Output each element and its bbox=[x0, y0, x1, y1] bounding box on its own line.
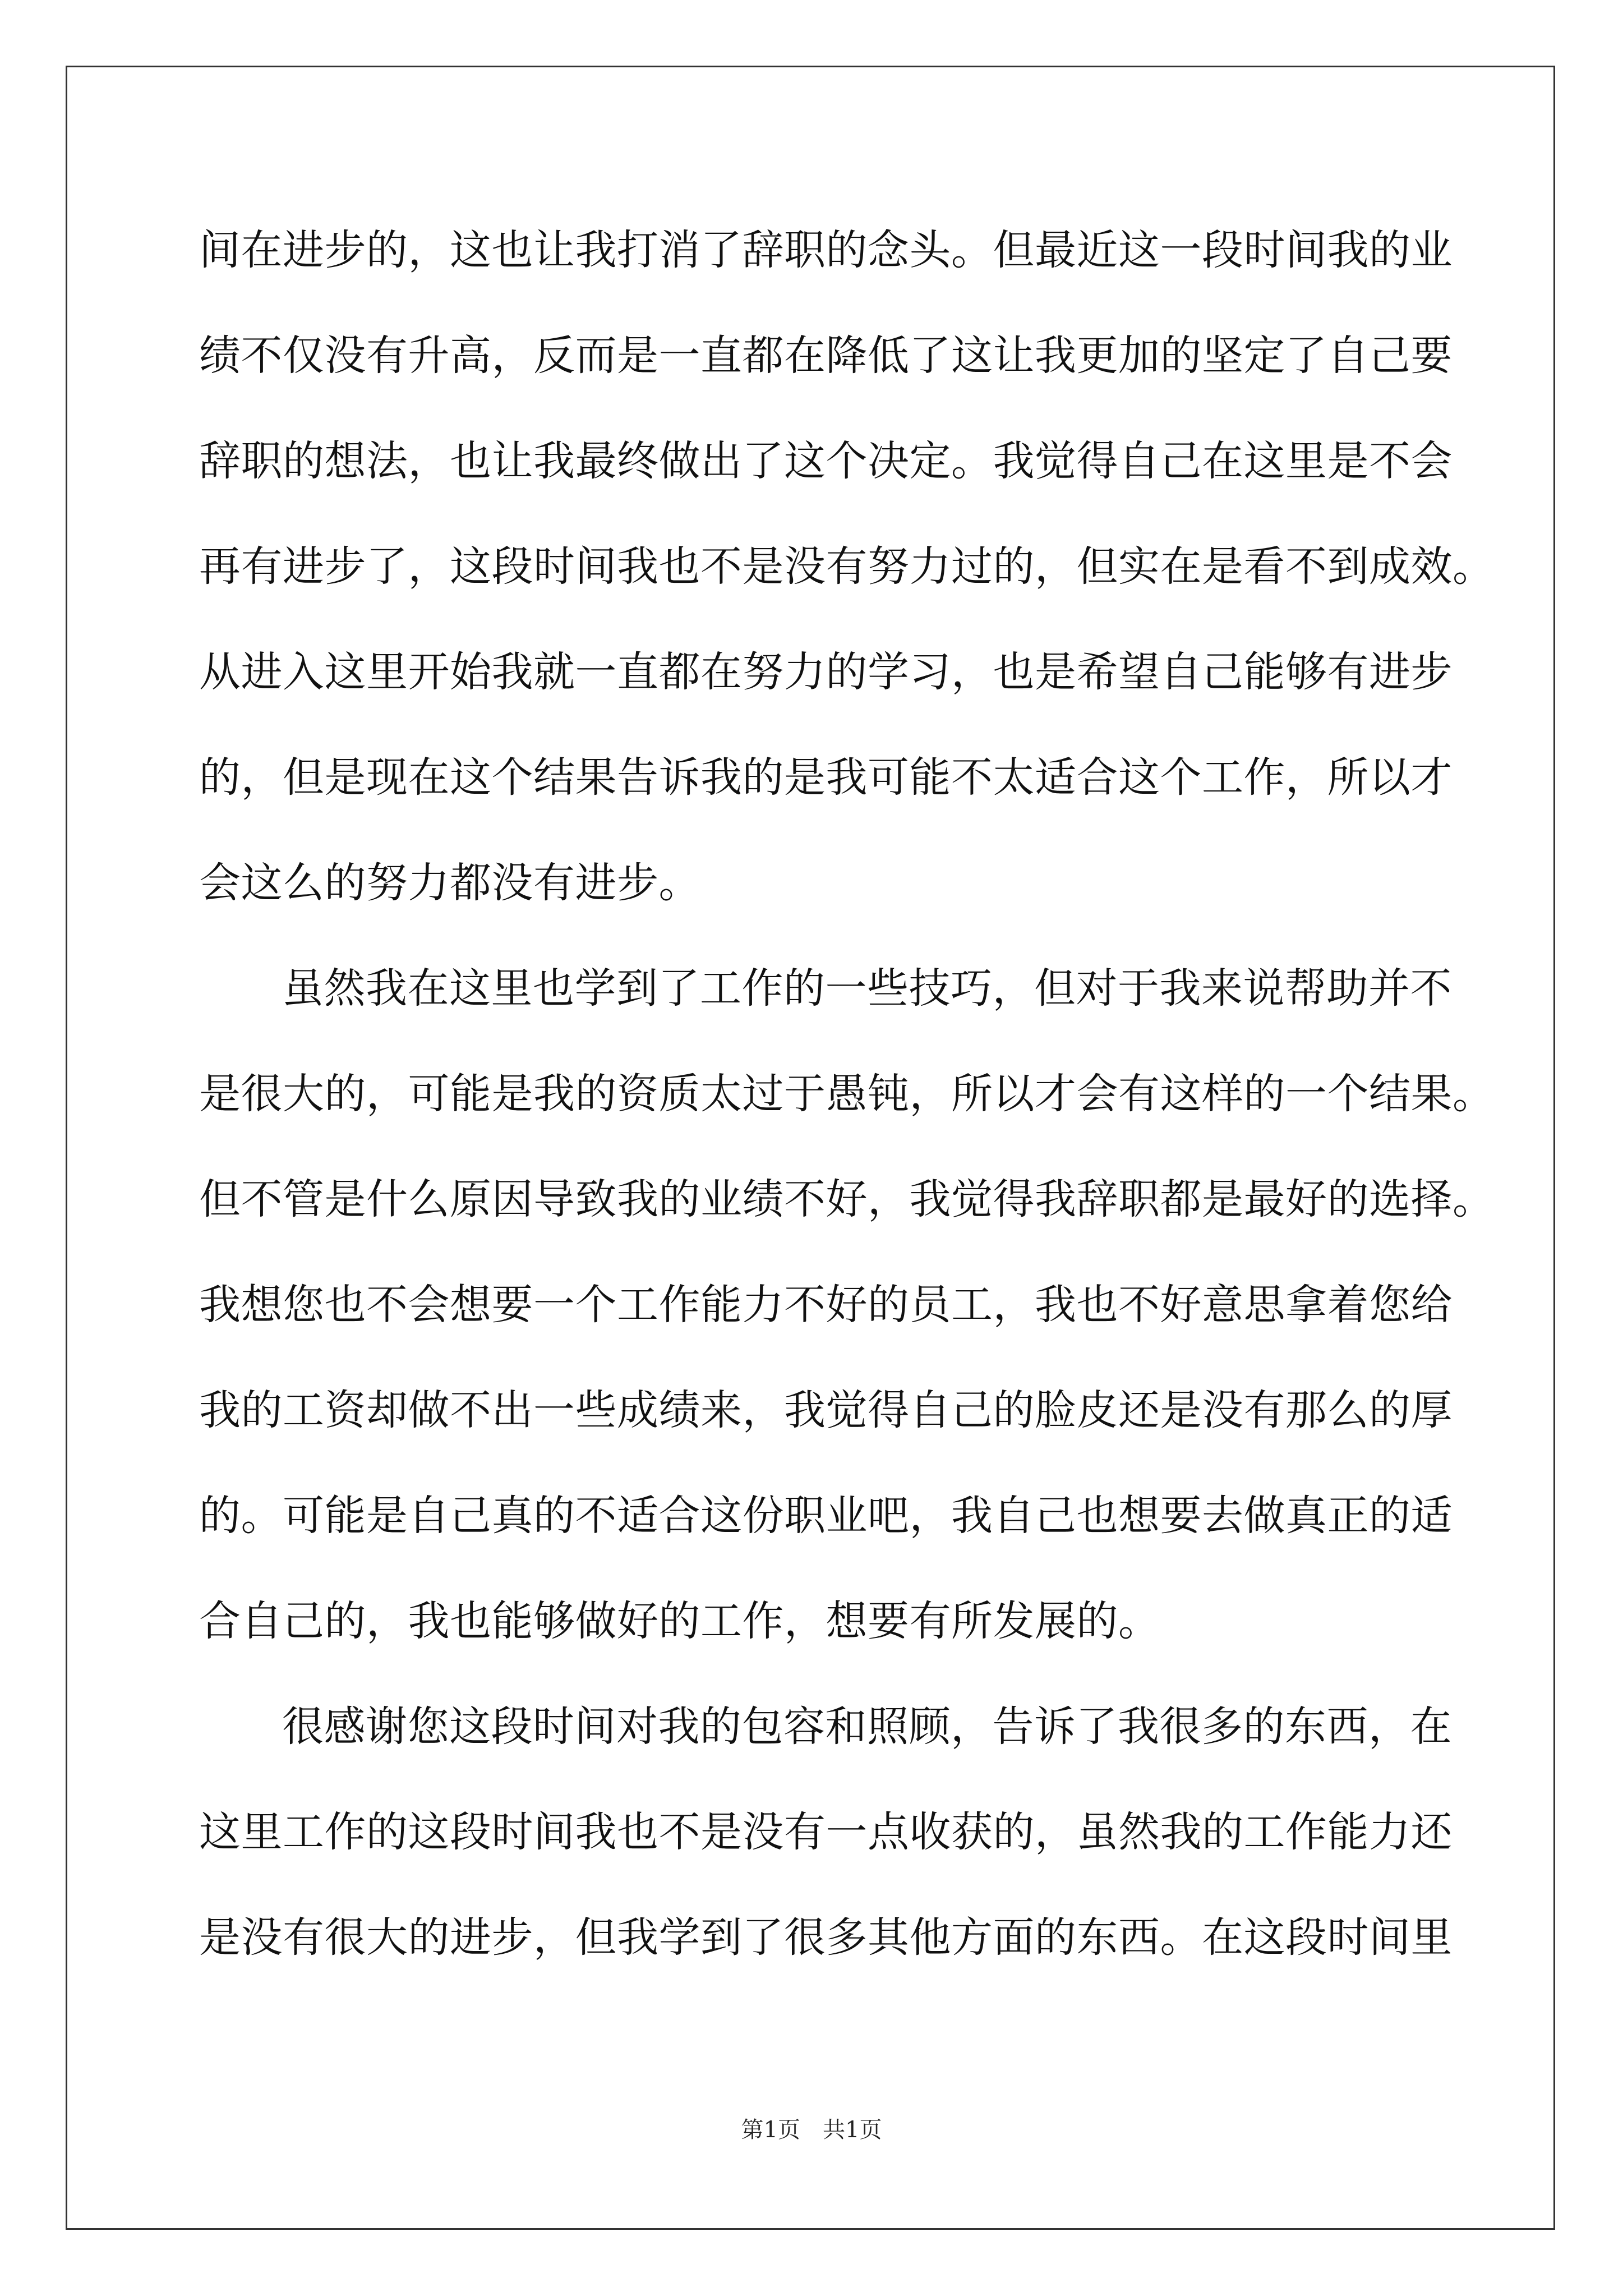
text-line: 合自己的，我也能够做好的工作，想要有所发展的。 bbox=[199, 1597, 1160, 1645]
text-line: 再有进步了，这段时间我也不是没有努力过的，但实在是看不到成效。 bbox=[199, 542, 1495, 591]
text-line: 绩不仅没有升高，反而是一直都在降低了这让我更加的坚定了自己要 bbox=[199, 332, 1453, 380]
paragraph-start-line: 虽然我在这里也学到了工作的一些技巧，但对于我来说帮助并不 bbox=[282, 964, 1452, 1013]
text-line: 间在进步的，这也让我打消了辞职的念头。但最近这一段时间我的业 bbox=[199, 226, 1453, 274]
text-line: 会这么的努力都没有进步。 bbox=[199, 859, 700, 907]
text-line: 但不管是什么原因导致我的业绩不好，我觉得我辞职都是最好的选择。 bbox=[199, 1175, 1495, 1223]
page-number: 第1页 共1页 bbox=[741, 2117, 882, 2143]
text-line: 是很大的，可能是我的资质太过于愚钝，所以才会有这样的一个结果。 bbox=[199, 1070, 1495, 1118]
text-line: 的，但是现在这个结果告诉我的是我可能不太适合这个工作，所以才 bbox=[199, 753, 1453, 802]
text-line: 的。可能是自己真的不适合这份职业吧，我自己也想要去做真正的适 bbox=[199, 1492, 1453, 1540]
text-line: 是没有很大的进步，但我学到了很多其他方面的东西。在这段时间里 bbox=[199, 1913, 1453, 1962]
text-line: 这里工作的这段时间我也不是没有一点收获的，虽然我的工作能力还 bbox=[199, 1808, 1453, 1856]
paragraph-start-line: 很感谢您这段时间对我的包容和照顾，告诉了我很多的东西，在 bbox=[282, 1703, 1452, 1751]
text-line: 从进入这里开始我就一直都在努力的学习，也是希望自己能够有进步 bbox=[199, 648, 1453, 696]
text-line: 我的工资却做不出一些成绩来，我觉得自己的脸皮还是没有那么的厚 bbox=[199, 1386, 1453, 1434]
document-body bbox=[199, 217, 1495, 2009]
text-line: 辞职的想法，也让我最终做出了这个决定。我觉得自己在这里是不会 bbox=[199, 437, 1453, 485]
text-line: 我想您也不会想要一个工作能力不好的员工，我也不好意思拿着您给 bbox=[199, 1281, 1453, 1329]
